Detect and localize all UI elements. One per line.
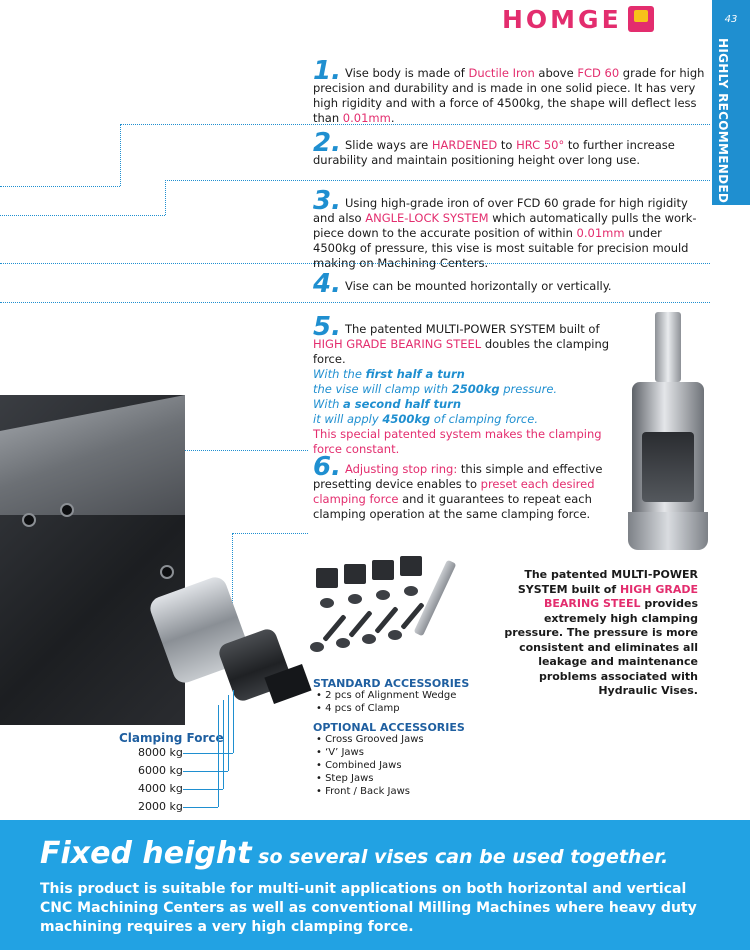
standard-accessory-1: 2 pcs of Alignment Wedge: [325, 690, 457, 701]
clamping-force-4000: 4000 kg: [138, 782, 183, 795]
divider-3: [0, 263, 710, 264]
feature-4: [313, 269, 708, 299]
feature-6-highlight: preset each desired clamping force: [313, 477, 595, 506]
feature-5-closing: This special patented system makes the clamping force constant.: [313, 427, 602, 456]
clamp-vline-3: [223, 700, 224, 789]
feature-4-number: 4.: [313, 269, 341, 299]
standard-accessory-2: 4 pcs of Clamp: [325, 703, 400, 714]
feature-3-text-3: 0.01mm: [576, 226, 625, 240]
feature-1: [313, 56, 708, 126]
banner-headline: [40, 836, 668, 871]
feature-2: [313, 128, 708, 168]
clamping-force-8000: 8000 kg: [138, 746, 183, 759]
feature-1-text-3: FCD 60: [577, 66, 620, 80]
f5-line4a: it will apply: [313, 412, 383, 426]
optional-accessory-item: • Cross Grooved Jaws: [316, 734, 424, 745]
clamp-line-2: [183, 771, 228, 772]
feature-1-text-2: above: [534, 66, 578, 80]
vise-image: [0, 395, 300, 725]
multi-power-cylinder-image: [628, 312, 708, 550]
feature-5-intro-end: doubles the clamping force.: [313, 337, 610, 366]
logo-text: HOMGE: [502, 4, 622, 34]
clamp-vline-2: [228, 695, 229, 771]
optional-accessory-item: • Step Jaws: [316, 773, 374, 784]
optional-accessory-3: Combined Jaws: [325, 760, 402, 771]
standard-accessory-item: • 4 pcs of Clamp: [316, 703, 400, 714]
f5-line2b: 2500kg: [451, 382, 500, 396]
feature-1-text-6: .: [390, 111, 395, 125]
feature-6-lead: Adjusting stop ring:: [344, 462, 458, 476]
f5-line2c: pressure.: [499, 382, 558, 396]
divider-1-tail: [0, 186, 120, 187]
feature-5-material: HIGH GRADE BEARING STEEL: [313, 337, 482, 351]
homge-logo: [502, 4, 654, 34]
feature-3-text-4: under 4500kg of pressure, this vise is most suitable for precision mould making on Machining Centers.: [313, 226, 689, 270]
divider-4: [0, 302, 710, 303]
f5-line4c: of clamping force.: [430, 412, 538, 426]
divider-2: [165, 180, 710, 181]
banner-body: This product is suitable for multi-unit applications on both horizontal and vertical CNC Machining Centers as well as conventional Milling Machines where heavy duty machining requires a very high clamping force.: [40, 881, 697, 935]
divider-1-vertical: [120, 124, 121, 186]
optional-accessory-5: Front / Back Jaws: [325, 786, 411, 797]
f5-line1a: With the: [313, 367, 366, 381]
feature-1-text-4: grade for high precision and durability and is made in one solid piece. It has very high rigidity and with a force of 4500kg, the shape will deflect less than: [313, 66, 705, 125]
optional-accessory-item: • ‘V’ Jaws: [316, 747, 364, 758]
optional-accessory-item: • Front / Back Jaws: [316, 786, 411, 797]
optional-accessory-2: ‘V’ Jaws: [325, 747, 364, 758]
f5-line2a: the vise will clamp with: [313, 382, 452, 396]
clamp-vline-1: [233, 690, 234, 753]
standard-accessory-item: • 2 pcs of Alignment Wedge: [316, 690, 457, 701]
feature-5-intro: The patented MULTI-POWER SYSTEM built of: [344, 322, 600, 336]
feature-2-text-0: Slide ways are: [344, 138, 432, 152]
divider-2-tail: [0, 215, 165, 216]
feature-3-text-1: ANGLE-LOCK SYSTEM: [365, 211, 489, 225]
divider-2-vertical: [165, 180, 166, 215]
feature-1-text-0: Vise body is made of: [344, 66, 469, 80]
feature-2-number: 2.: [313, 128, 341, 158]
feature-1-text-5: 0.01mm: [342, 111, 391, 125]
feature-6-text-a: this simple and effective presetting device enables to: [313, 462, 603, 491]
side-tab-label: HIGHLY RECOMMENDED: [716, 38, 730, 204]
mps-caption-a: The patented MULTI-POWER SYSTEM built of: [517, 568, 698, 596]
feature-5: [313, 312, 618, 457]
f5-line4b: 4500kg: [382, 412, 431, 426]
feature-2-text-4: to further increase durability and maintain positioning height over long use.: [313, 138, 675, 167]
clamping-force-2000: 2000 kg: [138, 800, 183, 813]
optional-accessory-4: Step Jaws: [325, 773, 374, 784]
clamp-line-3: [183, 789, 223, 790]
f5-line3a: With: [313, 397, 344, 411]
banner-headline-small: so several vises can be used together.: [251, 846, 669, 868]
feature-3-number: 3.: [313, 186, 341, 216]
feature-6-text-b: and it guarantees to repeat each clamping operation at the same clamping force.: [313, 492, 592, 521]
feature-4-text-0: Vise can be mounted horizontally or vertically.: [344, 279, 612, 293]
optional-accessories-title: OPTIONAL ACCESSORIES: [313, 721, 465, 734]
f5-line1b: first half a turn: [365, 367, 465, 381]
feature-5-number: 5.: [313, 312, 341, 342]
clamping-force-6000: 6000 kg: [138, 764, 183, 777]
feature-1-number: 1.: [313, 56, 341, 86]
standard-accessories-title: STANDARD ACCESSORIES: [313, 677, 470, 690]
multi-power-caption: [498, 568, 698, 699]
mps-caption-b: provides extremely high clamping pressure. The pressure is more consistent and eliminates all leakage and maintenance problems associated with Hydraulic Vises.: [504, 597, 698, 697]
feature-2-text-2: to: [497, 138, 517, 152]
page-number: 43: [724, 14, 738, 25]
clamping-force-title: Clamping Force: [119, 731, 224, 745]
banner-headline-big: Fixed height: [40, 836, 252, 871]
optional-accessory-1: Cross Grooved Jaws: [325, 734, 424, 745]
feature-2-text-3: HRC 50°: [516, 138, 565, 152]
divider-1: [120, 124, 710, 125]
feature-2-text-1: HARDENED: [431, 138, 498, 152]
logo-mark-icon: [628, 6, 654, 32]
feature-6: [313, 452, 618, 522]
feature-3-text-0: Using high-grade iron of over FCD 60 grade for high rigidity and also: [313, 196, 688, 225]
feature-6-number: 6.: [313, 452, 341, 482]
mps-caption-highlight: HIGH GRADE BEARING STEEL: [543, 582, 698, 610]
feature-1-text-1: Ductile Iron: [468, 66, 535, 80]
feature-3: [313, 186, 708, 271]
clamp-vline-4: [218, 705, 219, 807]
optional-accessory-item: • Combined Jaws: [316, 760, 402, 771]
feature-3-text-2: which automatically pulls the work-piece down to the accurate position of within: [313, 211, 697, 240]
f5-line3b: a second half turn: [343, 397, 462, 411]
clamp-line-1: [183, 753, 233, 754]
clamp-line-4: [183, 807, 218, 808]
